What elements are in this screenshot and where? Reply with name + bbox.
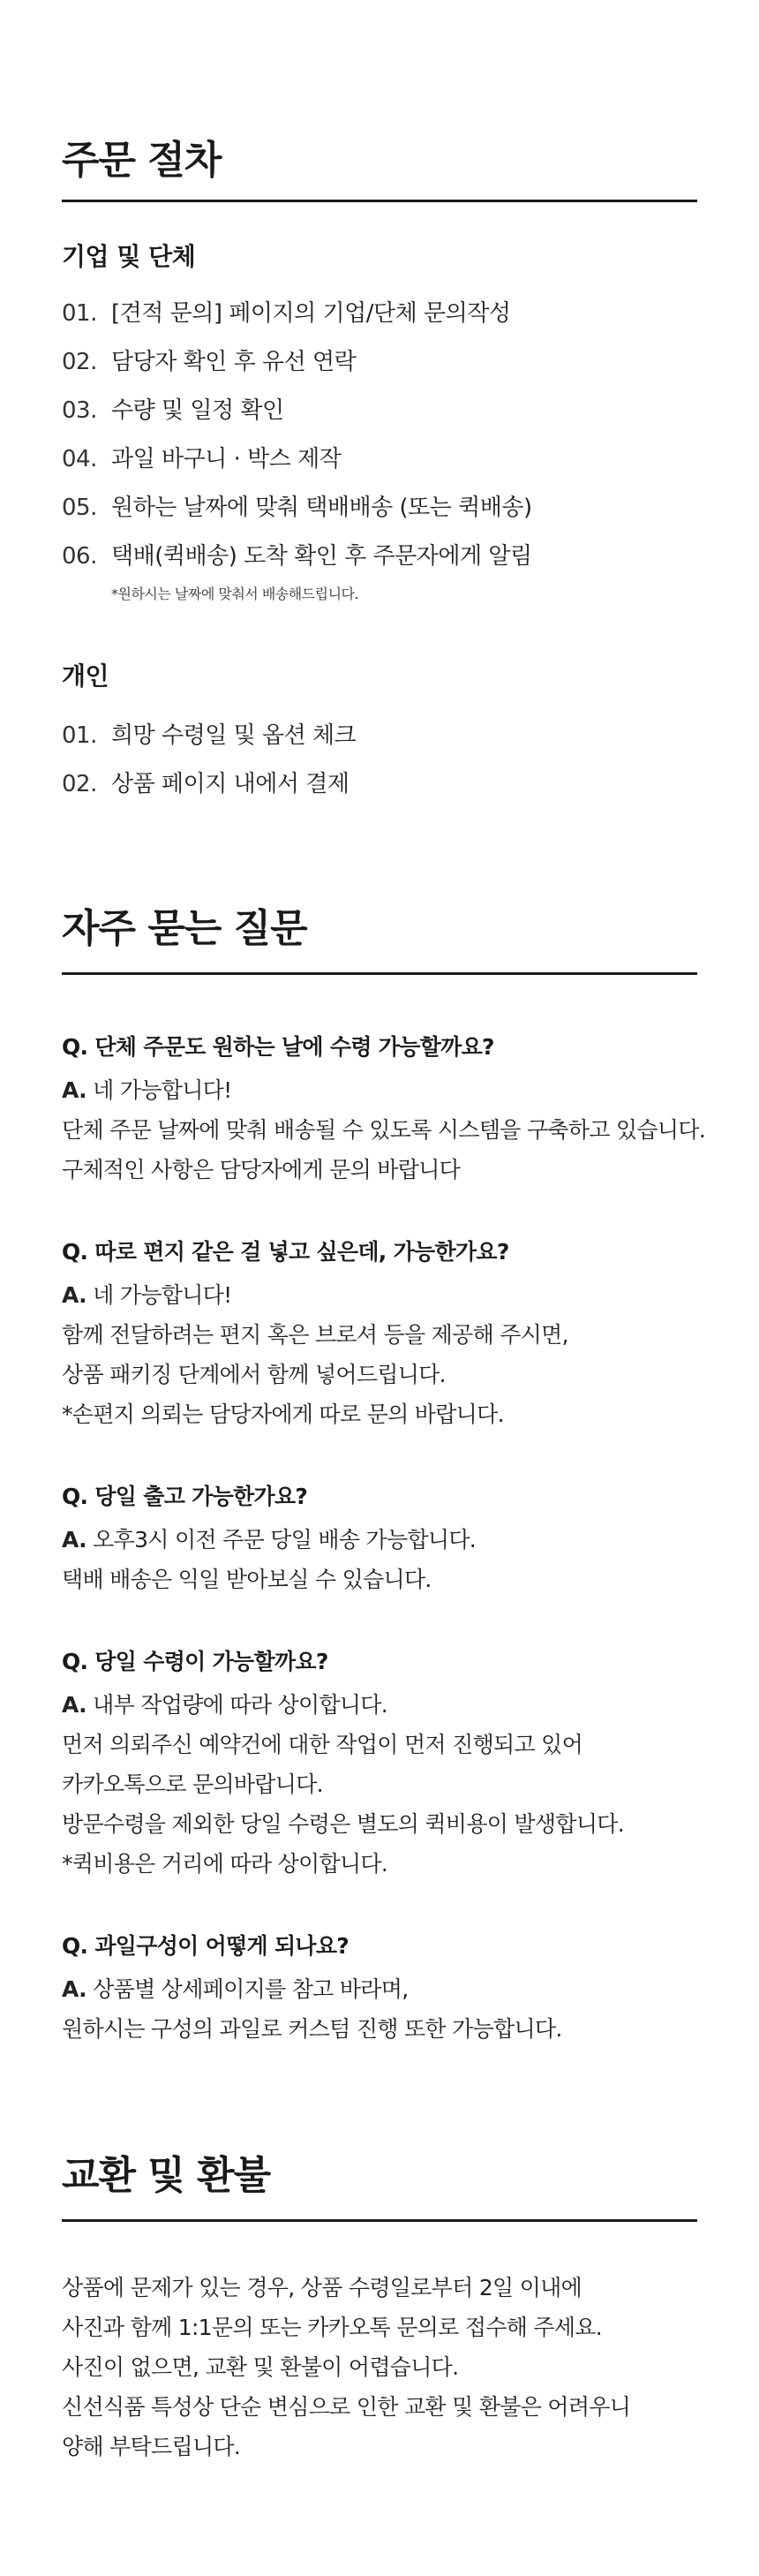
exchange-policy-line: 신선식품 특성상 단순 변심으로 인한 교환 및 환불은 어려우니 — [62, 2394, 631, 2420]
faq-section-title: 자주 묻는 질문 — [62, 906, 307, 951]
step-number: 04. — [62, 446, 97, 472]
order-section-title: 주문 절차 — [62, 138, 222, 183]
faq-question: Q. 따로 편지 같은 걸 넣고 싶은데, 가능한가요? — [62, 1239, 509, 1265]
faq-question: Q. 과일구성이 어떻게 되나요? — [62, 1933, 349, 1959]
answer-text: 오후3시 이전 주문 당일 배송 가능합니다. — [86, 1527, 477, 1552]
step-number: 06. — [62, 543, 97, 570]
exchange-section-title: 교환 및 환불 — [62, 2153, 271, 2198]
corporate-step — [62, 302, 706, 325]
step-text: 과일 바구니 · 박스 제작 — [111, 446, 342, 472]
corporate-heading: 기업 및 단체 — [62, 242, 196, 271]
faq-question: Q. 당일 수령이 가능할까요? — [62, 1649, 328, 1674]
faq-answer-line — [62, 1529, 715, 1551]
faq-answer-line — [62, 1978, 715, 2000]
faq-answer-line: 먼저 의뢰주신 예약건에 대한 작업이 먼저 진행되고 있어 — [62, 1732, 583, 1757]
corporate-step — [62, 496, 706, 519]
step-text: 희망 수령일 및 옵션 체크 — [111, 722, 357, 749]
faq-answer-line: 택배 배송은 익일 받아보실 수 있습니다. — [62, 1567, 432, 1592]
faq-answer-line: *퀵비용은 거리에 따라 상이합니다. — [62, 1851, 388, 1877]
step-text: 택배(퀵배송) 도착 확인 후 주문자에게 알림 — [111, 543, 532, 570]
step-text: 상품 페이지 내에서 결제 — [111, 771, 349, 797]
step-text: 담당자 확인 후 유선 연락 — [111, 349, 357, 375]
step-number: 01. — [62, 722, 97, 749]
personal-heading: 개인 — [62, 661, 109, 691]
answer-prefix: A. — [62, 1282, 86, 1308]
faq-answer-line: 방문수령을 제외한 당일 수령은 별도의 퀵비용이 발생합니다. — [62, 1811, 624, 1837]
faq-question: Q. 단체 주문도 원하는 날에 수령 가능할까요? — [62, 1034, 494, 1060]
step-number: 03. — [62, 397, 97, 424]
personal-step — [62, 724, 706, 747]
step-number: 01. — [62, 300, 97, 327]
corporate-step — [62, 448, 706, 471]
faq-answer-line: 상품 패키징 단계에서 함께 넣어드립니다. — [62, 1362, 446, 1387]
step-text: [견적 문의] 페이지의 기업/단체 문의작성 — [111, 300, 511, 327]
faq-answer-line: 원하시는 구성의 과일로 커스텀 진행 또한 가능합니다. — [62, 2016, 562, 2042]
faq-answer-line: 카카오톡으로 문의바랍니다. — [62, 1771, 323, 1797]
delivery-note: *원하시는 날짜에 맞춰서 배송해드립니다. — [111, 585, 359, 602]
faq-answer-line — [62, 1694, 715, 1716]
exchange-section-divider — [62, 2219, 697, 2222]
answer-prefix: A. — [62, 1527, 86, 1552]
exchange-policy-line: 양해 부탁드립니다. — [62, 2434, 241, 2459]
exchange-policy-line: 상품에 문제가 있는 경우, 상품 수령일로부터 2일 이내에 — [62, 2275, 582, 2300]
step-number: 02. — [62, 771, 97, 797]
personal-step — [62, 773, 706, 796]
faq-section-divider — [62, 972, 697, 975]
answer-text: 상품별 상세페이지를 참고 바라며, — [86, 1976, 409, 2002]
step-text: 수량 및 일정 확인 — [111, 397, 284, 424]
answer-prefix: A. — [62, 1077, 86, 1103]
faq-answer-line: 구체적인 사항은 담당자에게 문의 바랍니다 — [62, 1157, 461, 1182]
exchange-policy-line: 사진이 없으면, 교환 및 환불이 어렵습니다. — [62, 2354, 459, 2380]
faq-answer-line: 함께 전달하려는 편지 혹은 브로셔 등을 제공해 주시면, — [62, 1322, 568, 1348]
corporate-step — [62, 351, 706, 374]
answer-text: 네 가능합니다! — [86, 1077, 232, 1103]
faq-answer-line — [62, 1284, 715, 1306]
faq-question: Q. 당일 출고 가능한가요? — [62, 1484, 308, 1509]
answer-prefix: A. — [62, 1976, 86, 2002]
step-text: 원하는 날짜에 맞춰 택배배송 (또는 퀵배송) — [111, 495, 532, 521]
corporate-step — [62, 399, 706, 422]
corporate-step — [62, 545, 706, 568]
answer-text: 내부 작업량에 따라 상이합니다. — [86, 1692, 388, 1718]
answer-prefix: A. — [62, 1692, 86, 1718]
answer-text: 네 가능합니다! — [86, 1282, 232, 1308]
order-section-divider — [62, 200, 697, 202]
faq-answer-line: 단체 주문 날짜에 맞춰 배송될 수 있도록 시스템을 구축하고 있습니다. — [62, 1117, 706, 1143]
step-number: 05. — [62, 495, 97, 521]
exchange-policy-line: 사진과 함께 1:1문의 또는 카카오톡 문의로 접수해 주세요. — [62, 2315, 603, 2340]
faq-answer-line — [62, 1079, 715, 1101]
faq-answer-line: *손편지 의뢰는 담당자에게 따로 문의 바랍니다. — [62, 1401, 504, 1427]
step-number: 02. — [62, 349, 97, 375]
